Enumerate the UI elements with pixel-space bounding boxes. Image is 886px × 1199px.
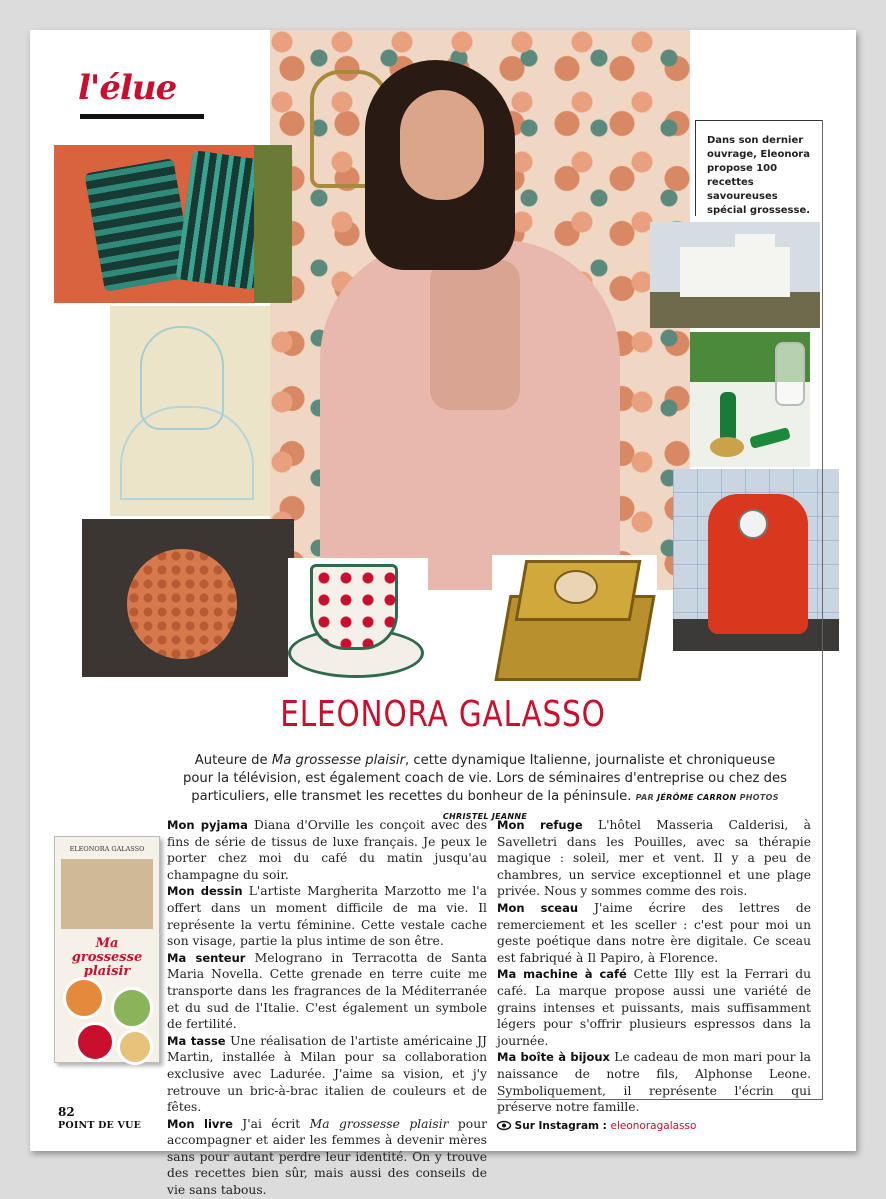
- pyjama-photo: [54, 145, 292, 303]
- instagram-link[interactable]: [497, 1118, 811, 1135]
- drawing-photo: [110, 306, 270, 516]
- entry-pyjama: Mon pyjama Diana d'Orville les conçoit avec des fins de série de tissus de luxe français. Je peux le porter chez moi du café du matin jusqu'au champagne du soir.: [167, 818, 487, 882]
- entry-senteur: Ma senteur Melograno in Terracotta de Santa Maria Novella. Cette grenade en terre cuite me transporte dans les fragrances de la Méditerranée et du sud de l'Italie. C'est également un symbole de fertilité.: [167, 950, 487, 1032]
- instagram-label: Sur Instagram :: [514, 1119, 607, 1132]
- portrait-caption: Dans son dernier ouvrage, Eleonora propose 100 recettes savoureuses spécial grossesse.: [707, 135, 811, 216]
- article-column-2: [497, 817, 811, 1134]
- rubric-underline: [80, 114, 204, 119]
- intro-text-start: Auteure de: [194, 753, 272, 768]
- book-author: ELEONORA GALASSO: [69, 845, 145, 853]
- magazine-page: [30, 30, 856, 1198]
- eye-icon: [497, 1121, 511, 1130]
- article-intro: [180, 752, 790, 826]
- magazine-name: POINT DE VUE: [58, 1120, 142, 1131]
- book-cover: [54, 836, 160, 1063]
- column-rule-bottom: [497, 1099, 823, 1100]
- entry-livre: Mon livre J'ai écrit Ma grossesse plaisir pour accompagner et aider les femmes à devenir mères sans pour autant perdre leur identité. On y trouve des recettes bien sûr, mais aussi des conseils de vie sans tabous.: [167, 1116, 487, 1198]
- column-rule-vertical: [822, 120, 823, 1100]
- page-number: 82: [58, 1105, 75, 1119]
- seal-photo: [690, 332, 810, 467]
- jewelry-box-photo: [492, 555, 657, 680]
- entry-refuge: Mon refuge L'hôtel Masseria Calderisi, à Savelletri dans les Pouilles, avec sa thérapie magique : soleil, mer et vent. Il y a peu de chambres, un service exceptionnel et une plage privée. Nous y sommes comme des rois.: [497, 818, 811, 899]
- byline: PAR JÉRÔME CARRON PHOTOS CHRISTEL JEANNE: [442, 793, 779, 821]
- coffee-machine-photo: [673, 469, 839, 651]
- instagram-handle[interactable]: eleonoragalasso: [610, 1119, 697, 1132]
- pomegranate-photo: [82, 519, 294, 677]
- section-rubric: l'élue: [78, 68, 177, 108]
- blouse: [430, 260, 520, 410]
- entry-bijoux: Ma boîte à bijoux Le cadeau de mon mari pour la naissance de notre fils, Alphonse Leone. Symboliquement, il représente l'écrin qui préserve notre famille.: [497, 1050, 811, 1115]
- caption-rule-top: [695, 120, 823, 121]
- cup-photo: [288, 558, 428, 678]
- hotel-photo: [650, 222, 820, 328]
- intro-book-title: Ma grossesse plaisir: [271, 753, 406, 768]
- article-title: ELEONORA GALASSO: [280, 694, 606, 735]
- intro-text-end: , cette dynamique Italienne, journaliste et chroniqueuse pour la télévision, est également coach de vie. Lors de séminaires d'entreprise ou chez des particuliers, elle transmet les recettes du bonheur de la péninsule.: [182, 753, 787, 804]
- entry-dessin: Mon dessin L'artiste Margherita Marzotto me l'a offert dans un moment difficile de ma vie. Il représente la vertu féminine. Cette vestale cache son visage, partie la plus intime de son être.: [167, 884, 487, 949]
- book-title: Ma grossesse plaisir: [71, 936, 143, 979]
- portrait-photo: [270, 30, 690, 590]
- caption-rule-left: [695, 120, 696, 216]
- entry-sceau: Mon sceau J'aime écrire des lettres de remerciement et les sceller : c'est pour moi un geste poétique dans notre ère digitale. Ce sceau est fabriqué à Il Papiro, à Florence.: [497, 900, 811, 965]
- entry-tasse: Ma tasse Une réalisation de l'artiste américaine JJ Martin, installée à Milan pour sa collaboration exclusive avec Ladurée. J'aime sa vision, et j'y retrouve un bric-à-brac italien de couleurs et de fêtes.: [167, 1033, 487, 1115]
- article-column-1: [167, 817, 487, 1199]
- face: [400, 90, 484, 200]
- entry-machine: Ma machine à café Cette Illy est la Ferrari du café. La marque propose aussi une variété de grains intenses et puissants, mais suffisamment légers pour s'offrir plusieurs espressos dans la journée.: [497, 967, 812, 1048]
